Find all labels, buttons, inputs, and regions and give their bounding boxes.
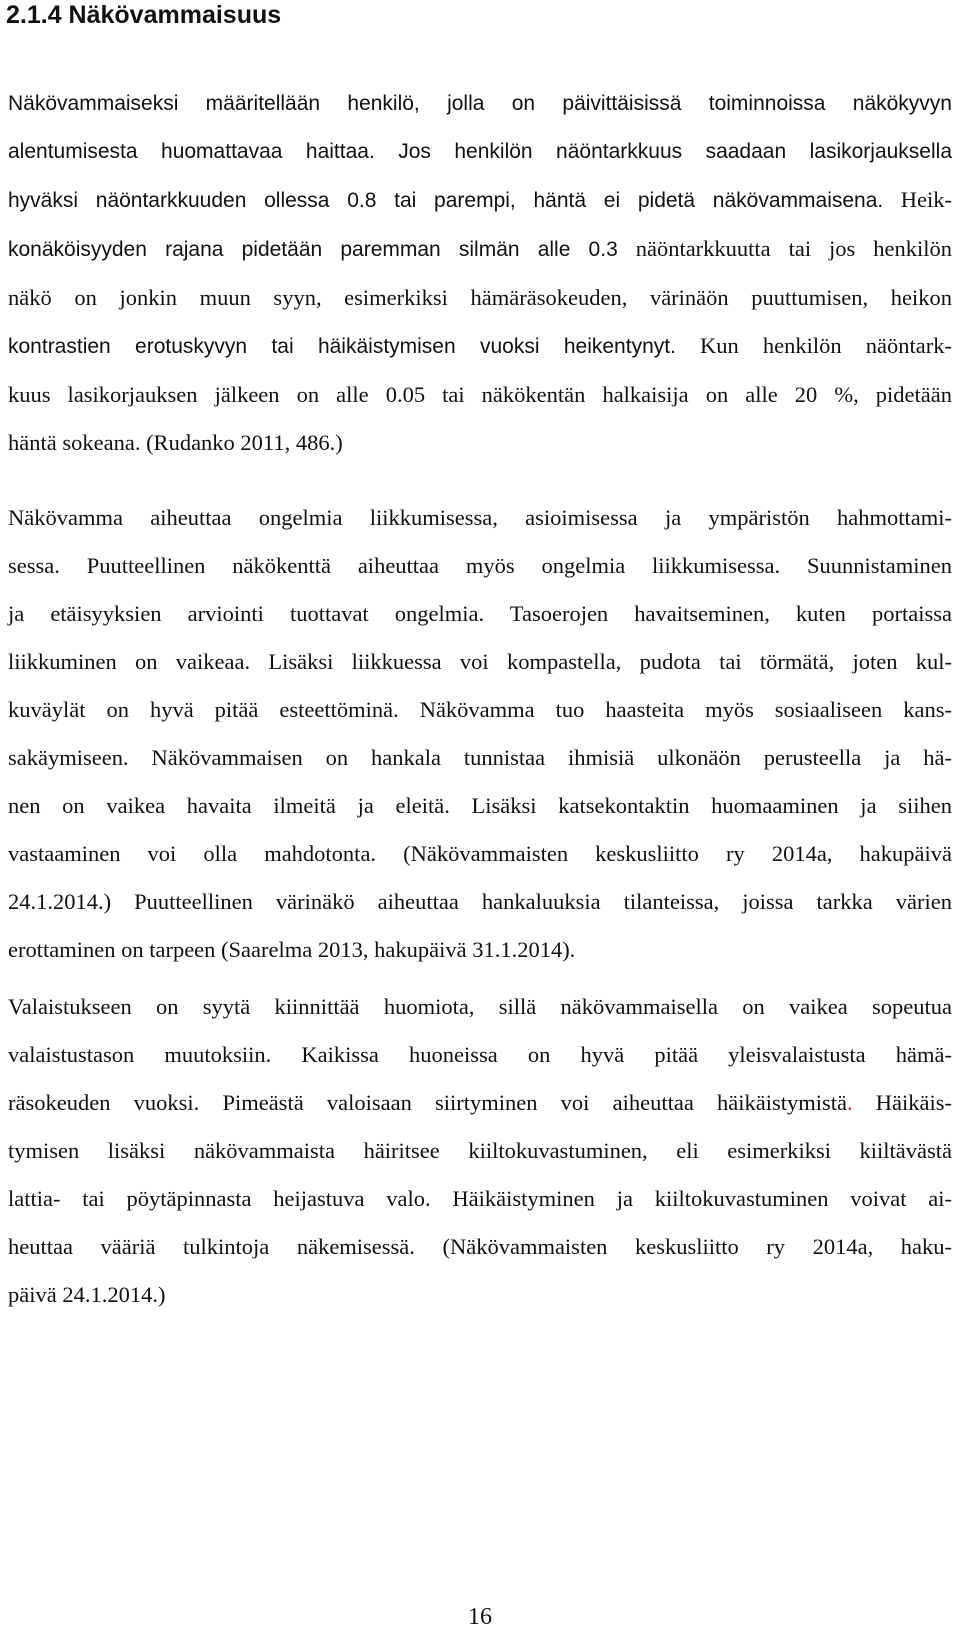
text-line: lattia- tai pöytäpinnasta heijastuva valo. Häikäistyminen ja kiiltokuvastuminen voivat ai- xyxy=(8,1186,952,1211)
text-line: Näkövammaiseksi määritellään henkilö, jolla on päivittäisissä toiminnoissa näkökyvyn xyxy=(8,92,952,115)
text-line xyxy=(8,176,952,225)
text-line: häntä sokeana. (Rudanko 2011, 486.) xyxy=(8,430,343,455)
text-run: näöntarkkuutta tai jos henkilön xyxy=(635,236,952,261)
text-line: kuväylät on hyvä pitää esteettöminä. Näkövamma tuo haasteita myös sosiaaliseen kans- xyxy=(8,697,952,722)
text-line xyxy=(8,322,952,371)
text-line: näkö on jonkin muun syyn, esimerkiksi hämäräsokeuden, värinäön puuttumisen, heikon xyxy=(8,285,952,310)
text-line: ja etäisyyksien arviointi tuottavat ongelmia. Tasoerojen havaitseminen, kuten portaissa xyxy=(8,601,952,626)
text-run: kuus lasikorjauksen jälkeen on alle 0. xyxy=(8,382,403,407)
text-run: räsokeuden vuoksi. Pimeästä valoisaan siirtyminen voi aiheuttaa häikäistymistä xyxy=(8,1090,847,1115)
text-line: Näkövamma aiheuttaa ongelmia liikkumisessa, asioimisessa ja ympäristön hahmottami- xyxy=(8,505,952,530)
paragraph-definition xyxy=(8,80,952,467)
text-line xyxy=(8,225,952,274)
text-run: hyväksi näöntarkkuuden ollessa 0.8 tai parempi, häntä ei pidetä näkövammaisena. xyxy=(8,189,884,212)
text-line: sakäymiseen. Näkövammaisen on hankala tunnistaa ihmisiä ulkonäön perusteella ja hä- xyxy=(8,745,952,770)
text-run: 05 tai näkökentän halkaisija on alle 20 %, pidetään xyxy=(402,382,952,407)
text-line: erottaminen on tarpeen (Saarelma 2013, hakupäivä 31.1.2014). xyxy=(8,937,576,962)
section-heading: 2.1.4 Näkövammaisuus xyxy=(6,1,282,29)
text-run: Häikäis- xyxy=(852,1090,952,1115)
text-line xyxy=(8,371,952,419)
paragraph-lighting xyxy=(8,983,952,1319)
text-run: konäköisyyden rajana pidetään paremman silmän alle 0.3 xyxy=(8,238,618,261)
text-line: heuttaa vääriä tulkintoja näkemisessä. (Näkövammaisten keskusliitto ry 2014a, haku- xyxy=(8,1234,952,1259)
text-line: päivä 24.1.2014.) xyxy=(8,1282,166,1307)
text-line: Valaistukseen on syytä kiinnittää huomiota, sillä näkövammaisella on vaikea sopeutua xyxy=(8,994,952,1019)
text-run: kontrastien erotuskyvyn tai häikäistymisen vuoksi heikentynyt. xyxy=(8,335,676,358)
text-line: tymisen lisäksi näkövammaista häiritsee kiiltokuvastuminen, eli esimerkiksi kiiltävästä xyxy=(8,1138,952,1163)
text-run: Kun henkilön näöntark- xyxy=(700,333,952,358)
page-number: 16 xyxy=(468,1604,492,1630)
text-line: nen on vaikea havaita ilmeitä ja eleitä. Lisäksi katsekontaktin huomaaminen ja siihen xyxy=(8,793,952,818)
text-line xyxy=(8,1079,952,1127)
text-line: liikkuminen on vaikeaa. Lisäksi liikkuessa voi kompastella, pudota tai törmätä, joten kul- xyxy=(8,649,952,674)
text-line: alentumisesta huomattavaa haittaa. Jos henkilön näöntarkkuus saadaan lasikorjauksella xyxy=(8,140,952,163)
text-line: valaistustason muutoksiin. Kaikissa huoneissa on hyvä pitää yleisvalaistusta hämä- xyxy=(8,1042,952,1067)
highlighted-period: . xyxy=(846,1090,853,1115)
text-line: 24.1.2014.) Puutteellinen värinäkö aiheuttaa hankaluuksia tilanteissa, joissa tarkka värien xyxy=(8,889,952,914)
text-run: Heik- xyxy=(900,187,952,212)
paragraph-effects xyxy=(8,494,952,974)
text-line: vastaaminen voi olla mahdotonta. (Näkövammaisten keskusliitto ry 2014a, hakupäivä xyxy=(8,841,952,866)
text-line: sessa. Puutteellinen näkökenttä aiheuttaa myös ongelmia liikkumisessa. Suunnistaminen xyxy=(8,553,952,578)
